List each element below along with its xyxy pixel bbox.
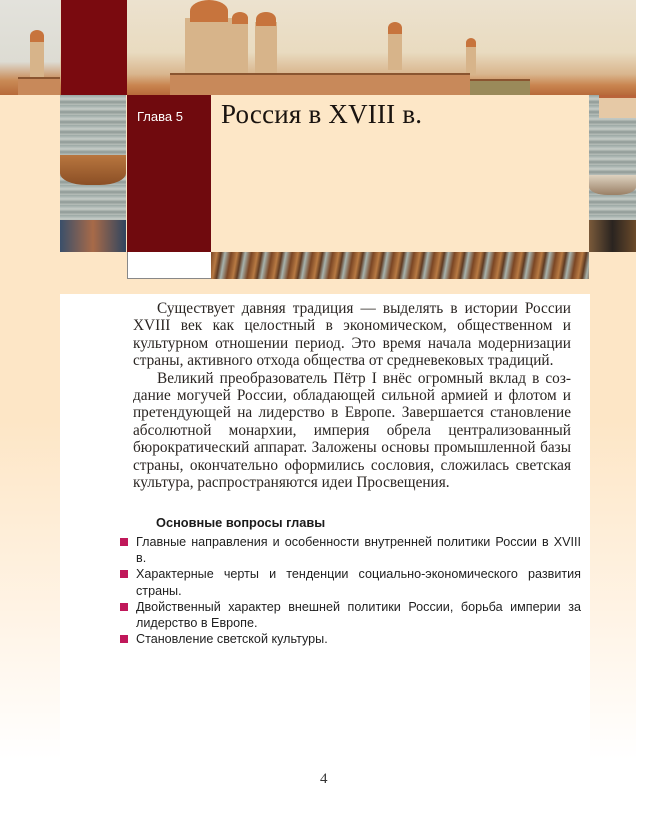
square-bullet-icon <box>120 570 128 578</box>
bell-tower <box>255 22 277 74</box>
chapter-notch <box>127 252 211 279</box>
spire-tower <box>466 45 476 75</box>
intro-text <box>133 300 571 491</box>
boat <box>60 155 126 185</box>
cathedral-drum <box>185 18 233 78</box>
spire-tower <box>388 30 402 70</box>
question-text: Становление светской культуры. <box>136 632 328 647</box>
square-bullet-icon <box>120 538 128 546</box>
trees <box>470 79 530 95</box>
square-bullet-icon <box>120 603 128 611</box>
intro-paragraph: Существует давняя традиция — выделять в истории России XVIII век как целостный в экономическом, общественном и культурном отношении период. Это время начала модернизации страны, активного отхода общества от средневековых традиций. <box>133 300 571 370</box>
chapter-title-panel <box>211 95 589 252</box>
painting-bottom-boats <box>211 252 589 279</box>
bell-tower <box>232 20 248 75</box>
intro-paragraph: Великий преобразователь Пётр I внёс огромный вклад в создание могучей России, обладающей сильной армией и флотом и претендующей на лидерство в Европе. Завершается становление абсолютной монархии, империя обрела централизованный бюрократический аппарат. Заложены основы промышленной базы страны, окончательно оформились сословия, сложилась светская культура, распространяются идеи Просвещения. <box>133 369 571 492</box>
question-text: Главные направления и особенности внутренней политики России в XVIII в. <box>136 535 581 566</box>
square-bullet-icon <box>120 635 128 643</box>
building <box>18 77 60 95</box>
boat <box>589 175 636 195</box>
questions-heading: Основные вопросы главы <box>156 515 326 530</box>
anchor-figure <box>589 220 636 252</box>
painting-left-tower <box>0 0 60 95</box>
cathedral-dome <box>190 0 228 22</box>
chapter-label-block <box>127 95 211 252</box>
question-item <box>119 534 581 566</box>
chapter-accent-top <box>61 0 127 95</box>
question-text: Характерные черты и тенденции социально-экономического развития страны. <box>136 567 581 598</box>
question-item <box>119 566 581 598</box>
question-item <box>119 599 581 631</box>
bell-tower-dome <box>232 12 248 24</box>
page-right-margin <box>636 0 650 839</box>
questions-list <box>119 534 581 647</box>
chapter-title: Россия в XVIII в. <box>221 99 423 129</box>
figures <box>60 220 126 252</box>
content-area <box>60 294 590 839</box>
palace-facade <box>170 73 470 95</box>
tower <box>30 38 44 78</box>
painting-left-water <box>60 95 126 252</box>
page-number: 4 <box>320 771 328 787</box>
house <box>599 95 636 118</box>
spire-dome <box>466 38 476 47</box>
chapter-label: Глава 5 <box>137 109 183 124</box>
spire-dome <box>388 22 402 34</box>
bell-tower-dome <box>256 12 276 26</box>
question-item <box>119 631 581 647</box>
painting-right-water <box>589 95 636 252</box>
question-text: Двойственный характер внешней политики России, борьба империи за лидерство в Европе. <box>136 599 581 631</box>
tower-dome <box>30 30 44 42</box>
